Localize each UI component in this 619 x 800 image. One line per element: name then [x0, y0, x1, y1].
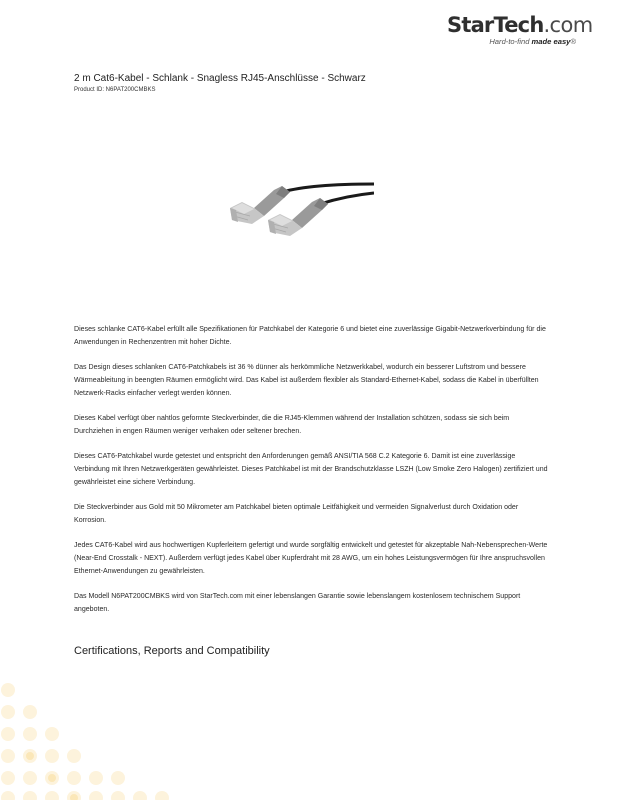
description-paragraph: Dieses schlanke CAT6-Kabel erfüllt alle Spezifikationen für Patchkabel der Kategorie 6 und bietet eine zuverlässige Gigabit-Netzwerkverbindung für die Anwendungen in Rechenzentren mit hoher Dichte. — [74, 326, 546, 347]
logo-tagline — [447, 37, 576, 46]
decorative-dots — [0, 640, 190, 800]
logo-brand: StarTech — [447, 13, 544, 37]
description-paragraph: Das Modell N6PAT200CMBKS wird von StarTech.com mit einer lebenslangen Garantie sowie lebenslangem kostenlosem technischem Support angeboten. — [74, 593, 521, 614]
description-paragraph: Dieses CAT6-Patchkabel wurde getestet und entspricht den Anforderungen gemäß ANSI/TIA 568 C.2 Kategorie 6. Damit ist eine zuverlässige Verbindung mit Ihren Netzwerkgeräten gewährleistet. Dieses Patchkabel ist mit der Brandschutzklasse LSZH (Low Smoke Zero Halogen) zertifiziert und gewährleistet eine sichere Verbindung. — [74, 452, 548, 487]
description-paragraph: Das Design dieses schlanken CAT6-Patchkabels ist 36 % dünner als herkömmliche Netzwerkkabel, wodurch ein besserer Luftstrom und bessere Wärmeableitung in beengten Räumen ermöglicht wird. Das Kabel ist außerdem flexibler als Standard-Ethernet-Kabel, sodass die Kabel in überfüllten Netzwerk-Racks einfacher verlegt werden können. — [74, 363, 539, 398]
logo-tagline-mark: ® — [570, 37, 576, 46]
product-image — [224, 176, 374, 256]
description-paragraph: Dieses Kabel verfügt über nahtlos geformte Steckverbinder, die die RJ45-Klemmen während der Installation schützen, sodass sie sich beim Durchziehen in engen Räumen weniger verhaken oder seltener brechen. — [74, 415, 510, 436]
logo-tagline-emphasis: made easy — [531, 37, 571, 46]
product-description — [74, 323, 549, 628]
logo-tagline-prefix: Hard-to-find — [489, 37, 532, 46]
description-paragraph: Jedes CAT6-Kabel wird aus hochwertigen Kupferleitern gefertigt und wurde sorgfältig entwickelt und getestet für akzeptable Nah-Nebensprechen-Werte (Near-End Crosstalk - NEXT). Außerdem verfügt jedes Kabel über Kupferdraht mit 28 AWG, um ein hohes Leistungsvermögen für Ihre anspruchsvollen Ethernet-Anwendungen zu gewährleisten. — [74, 541, 548, 576]
product-title: 2 m Cat6-Kabel - Schlank - Snagless RJ45-Anschlüsse - Schwarz — [74, 73, 366, 84]
cable-front — [320, 193, 374, 204]
certifications-heading: Certifications, Reports and Compatibility — [74, 645, 270, 657]
logo-wordmark — [447, 13, 593, 37]
startech-logo — [447, 13, 593, 46]
cable-back — [282, 184, 374, 192]
logo-brand-suffix: .com — [543, 13, 593, 37]
product-id: Product ID: N6PAT200CMBKS — [74, 87, 156, 93]
description-paragraph: Die Steckverbinder aus Gold mit 50 Mikrometer am Patchkabel bieten optimale Leitfähigkeit und vermeiden Signalverlust durch Oxidation oder Korrosion. — [74, 504, 519, 525]
